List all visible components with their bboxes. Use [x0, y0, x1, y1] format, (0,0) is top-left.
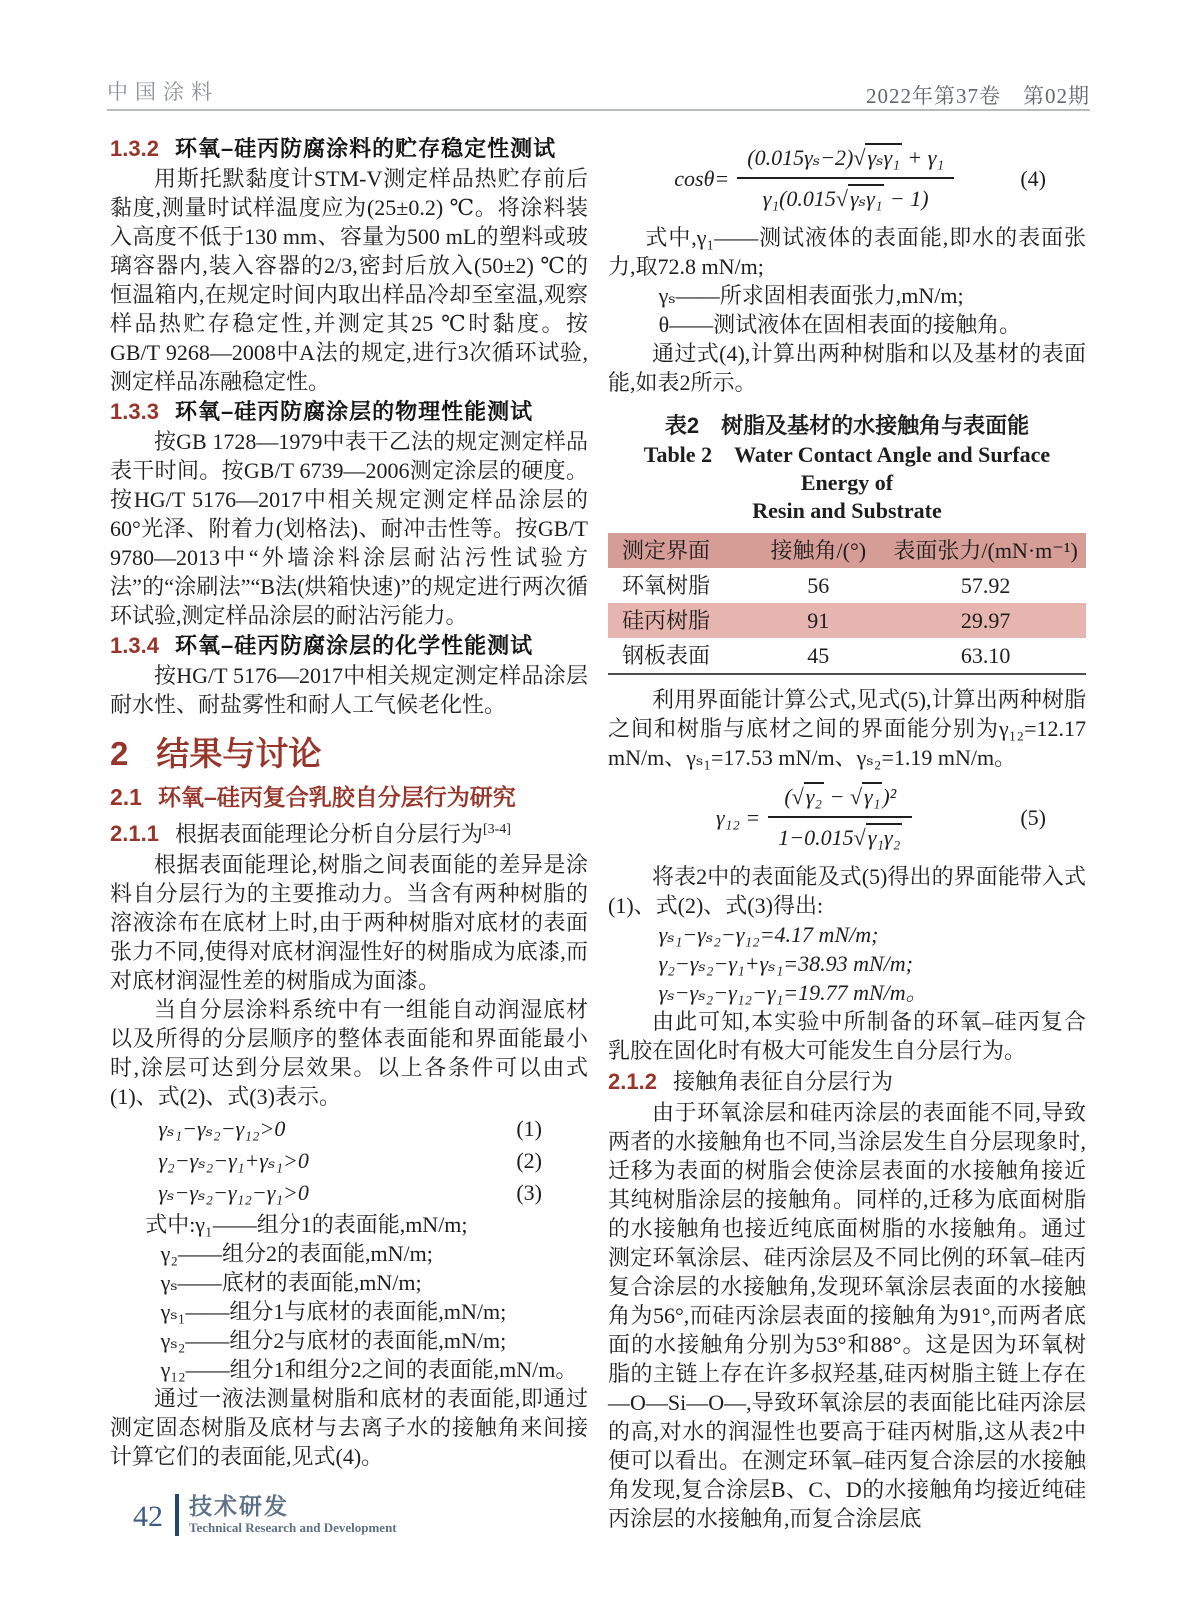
table-2: [608, 533, 1086, 675]
paragraph: 按GB 1728—1979中表干乙法的规定测定样品表干时间。按GB/T 6739—2006测定涂层的硬度。按HG/T 5176—2017中相关规定测定样品涂层的60°光泽、附着力(划格法)、耐冲击性等。按GB/T 9780—2013中“外墙涂料涂层耐沾污性试验方法”的“涂刷法”“B法(烘箱快速)”的规定进行两次循环试验,测定样品涂层的耐沾污能力。: [110, 429, 588, 628]
section-number: 2.1.2: [608, 1069, 657, 1094]
paragraph: 由于环氧涂层和硅丙涂层的表面能不同,导致两者的水接触角也不同,当涂层发生自分层现象时,迁移为表面的树脂会使涂层表面的水接触角接近其纯树脂涂层的接触角。同样的,迁移为底面树脂的水接触角也接近纯底面树脂的水接触角。通过测定环氧涂层、硅丙涂层及不同比例的环氧–硅丙复合涂层的水接触角,发现环氧涂层表面的水接触角为56°,而硅丙涂层表面的接触角为91°,而两者底面的水接触角分别为53°和88°。这是因为环氧树脂的主链上存在许多叔羟基,硅丙树脂主链上存在—O—Si—O—,导致环氧涂层的表面能比硅丙涂层的高,对水的润湿性也要高于硅丙树脂,这从表2中便可以看出。在测定环氧–硅丙复合涂层的水接触角发现,复合涂层B、C、D的水接触角均接近纯硅丙涂层的水接触角,而复合涂层底: [608, 1100, 1086, 1531]
section-title: 接触角表征自分层行为: [672, 1069, 893, 1094]
table-row: [608, 603, 1086, 638]
section-number: 1.3.3: [110, 399, 159, 424]
fraction-numerator: [768, 782, 912, 818]
symbol-definition: γₛ——底材的表面能,mN/m;: [160, 1270, 422, 1296]
symbol-definition: 式中:γ₁——组分1的表面能,mN/m;: [145, 1212, 468, 1238]
math-term: )²: [882, 784, 897, 809]
paragraph: 将表2中的表面能及式(5)得出的界面能带入式(1)、式(2)、式(3)得出:: [608, 864, 1086, 918]
paragraph: 当自分层涂料系统中有一组能自动润湿底材以及所得的分层顺序的整体表面能和界面能最小时,涂层可达到分层效果。以上各条件可以由式(1)、式(2)、式(3)表示。: [110, 997, 588, 1110]
column-right: [608, 133, 1086, 1533]
symbol-definition: γₛ₂——组分2与底材的表面能,mN/m;: [160, 1328, 507, 1354]
section-title: 根据表面能理论分析自分层行为: [174, 821, 483, 847]
sqrt-expression: [853, 143, 901, 170]
section-title: 环氧–硅丙防腐涂料的贮存稳定性测试: [174, 136, 557, 161]
equation-5: [608, 782, 1086, 852]
table-cell: 45: [807, 643, 830, 668]
section-title: 环氧–硅丙防腐涂层的物理性能测试: [174, 399, 534, 424]
column-left: [110, 133, 588, 1471]
radicand: γₛγ₁: [867, 145, 900, 170]
section-number: 1.3.2: [110, 136, 159, 161]
math-term: (0.015γₛ−2): [747, 145, 854, 170]
fraction-numerator: [737, 143, 954, 179]
section-heading-2-1-1: [110, 815, 588, 848]
result-line: γₛ−γₛ₂−γ₁₂−γ₁=19.77 mN/m。: [658, 980, 928, 1005]
paragraph: 用斯托默黏度计STM-V测定样品热贮存前后黏度,测量时试样温度应为(25±0.2) ℃。将涂料装入高度不低于130 mm、容量为500 mL的塑料或玻璃容器内,装入容器的2/3,密封后放入(50±2) ℃的恒温箱内,在规定时间内取出样品冷却至室温,观察样品热贮存稳定性,并测定其25 ℃时黏度。按GB/T 9268—2008中A法的规定,进行3次循环试验,测定样品冻融稳定性。: [110, 166, 588, 394]
paragraph: 按HG/T 5176—2017中相关规定测定样品涂层耐水性、耐盐雾性和耐人工气候老化性。: [110, 663, 588, 717]
symbol-definition: θ——测试液体在固相表面的接触角。: [658, 312, 1022, 337]
section-number: 2: [110, 735, 129, 772]
sqrt-sign: √: [849, 784, 863, 809]
equation-expression: γ₂−γₛ₂−γ₁+γₛ₁>0: [158, 1148, 309, 1174]
section-heading-1-3-3: [110, 397, 588, 426]
section-heading-1-3-2: [110, 134, 588, 163]
table-cell: 91: [807, 608, 830, 633]
math-term: + γ₁: [907, 145, 945, 170]
radicand: γₛγ₁: [849, 186, 883, 211]
equation-number: (3): [516, 1180, 542, 1206]
table-cell: 硅丙树脂: [622, 608, 711, 633]
footer-section-block: [175, 1494, 397, 1536]
table-cell: 63.10: [960, 643, 1011, 668]
table-cell: 环氧树脂: [622, 573, 711, 598]
fraction-denominator: [768, 818, 912, 852]
equation-2: [110, 1146, 588, 1175]
section-title: 结果与讨论: [156, 735, 322, 772]
table-row: [608, 638, 1086, 674]
section-heading-1-3-4: [110, 631, 588, 660]
sqrt-expression: [850, 782, 882, 809]
sqrt-sign: √: [853, 825, 866, 850]
equation-expression: γₛ−γₛ₂−γ₁₂−γ₁>0: [158, 1180, 309, 1206]
radicand: γ₁γ₂: [867, 825, 901, 850]
section-title: 环氧–硅丙防腐涂层的化学性能测试: [174, 633, 534, 658]
sqrt-sign: √: [791, 784, 804, 809]
math-term: γ₁(0.015: [762, 186, 836, 211]
equation-number: (4): [1020, 165, 1046, 191]
section-heading-2: [110, 733, 588, 775]
sqrt-sign: √: [835, 186, 848, 211]
issue-info: 2022年第37卷 第02期: [866, 84, 1090, 108]
paragraph: 利用界面能计算公式,见式(5),计算出两种树脂之间和树脂与底材之间的界面能分别为γ₁₂=12.17 mN/m、γₛ₁=17.53 mN/m、γₛ₂=1.19 mN/m。: [608, 687, 1086, 770]
footer-section-en: Technical Research and Development: [189, 1520, 397, 1535]
table-cell: 29.97: [960, 608, 1011, 633]
paragraph: 通过一液法测量树脂和底材的表面能,即通过测定固态树脂及底材与去离子水的接触角来间接计算它们的表面能,见式(4)。: [110, 1386, 588, 1470]
table-row: [608, 568, 1086, 603]
math-term: 1−0.015: [778, 825, 854, 850]
equation-number: (1): [516, 1116, 542, 1142]
result-line: γ₂−γₛ₂−γ₁+γₛ₁=38.93 mN/m;: [658, 951, 913, 976]
equation-number: (5): [1020, 804, 1046, 830]
fraction: [768, 782, 912, 852]
table-cell: 57.92: [960, 573, 1011, 598]
paragraph: 根据表面能理论,树脂之间表面能的差异是涂料自分层行为的主要推动力。当含有两种树脂的溶液涂布在底材上时,由于两种树脂对底材的表面张力不同,使得对底材润湿性好的树脂成为底漆,而对底材润湿性差的树脂成为面漆。: [110, 852, 588, 994]
result-line: γₛ₁−γₛ₂−γ₁₂=4.17 mN/m;: [658, 922, 879, 947]
equation-number: (2): [516, 1148, 542, 1174]
section-heading-2-1: [110, 781, 588, 813]
column-header: 接触角/(°): [751, 533, 885, 568]
equation-1: [110, 1114, 588, 1143]
table-cell: 钢板表面: [622, 643, 711, 668]
page-header: [107, 76, 1090, 108]
footer-section-cn: 技术研发: [189, 1493, 289, 1519]
symbol-definition: 式中,γ₁——测试液体的表面能,即水的表面张力,取72.8 mN/m;: [608, 225, 1086, 279]
radicand: γ₁: [864, 784, 881, 809]
sqrt-expression: [854, 823, 903, 850]
table-header-row: [608, 533, 1086, 568]
table-cell: 56: [807, 573, 830, 598]
table-2-block: [608, 411, 1086, 675]
symbol-definition: γ₂——组分2的表面能,mN/m;: [160, 1241, 433, 1267]
symbol-definition: γₛ₁——组分1与底材的表面能,mN/m;: [160, 1299, 507, 1325]
section-heading-2-1-2: [608, 1067, 1086, 1096]
fraction: [737, 143, 954, 213]
paragraph: 通过式(4),计算出两种树脂和以及基材的表面能,如表2所示。: [608, 341, 1086, 395]
column-header: 测定界面: [608, 533, 751, 568]
journal-name: 中国涂料: [107, 80, 219, 104]
equation-4: [608, 143, 1086, 213]
symbol-definition: γ₁₂——组分1和组分2之间的表面能,mN/m。: [160, 1357, 578, 1383]
section-title: 环氧–硅丙复合乳胶自分层行为研究: [157, 784, 516, 810]
math-term: −: [824, 784, 850, 809]
page-number: 42: [133, 1500, 163, 1533]
section-number: 1.3.4: [110, 633, 159, 658]
sqrt-expression: [836, 184, 884, 211]
header-rule: [107, 109, 1090, 111]
citation-superscript: [3-4]: [482, 822, 511, 837]
paragraph: 由此可知,本实验中所制备的环氧–硅丙复合乳胶在固化时有极大可能发生自分层行为。: [608, 1009, 1086, 1063]
table-title-en-line2: Resin and Substrate: [752, 498, 942, 523]
sqrt-sign: √: [853, 145, 866, 170]
math-term: − 1): [889, 186, 929, 211]
equation-3: [110, 1178, 588, 1207]
equation-lhs: cosθ=: [674, 165, 730, 191]
equation-lhs: γ₁₂ =: [715, 804, 761, 830]
radicand: γ₂: [805, 784, 823, 809]
math-term: (: [784, 784, 792, 809]
section-number: 2.1: [110, 784, 142, 810]
page-footer: [133, 1494, 397, 1536]
sqrt-expression: [792, 782, 824, 809]
column-header: 表面张力/(mN·m⁻¹): [885, 533, 1086, 568]
table-title-en-line1: Table 2 Water Contact Angle and Surface Energy of: [643, 442, 1051, 495]
fraction-denominator: [737, 179, 954, 213]
equation-expression: γₛ₁−γₛ₂−γ₁₂>0: [158, 1116, 286, 1142]
table-title-cn: 表2 树脂及基材的水接触角与表面能: [664, 413, 1030, 438]
section-number: 2.1.1: [110, 821, 159, 847]
symbol-definition: γₛ——所求固相表面张力,mN/m;: [658, 283, 964, 308]
